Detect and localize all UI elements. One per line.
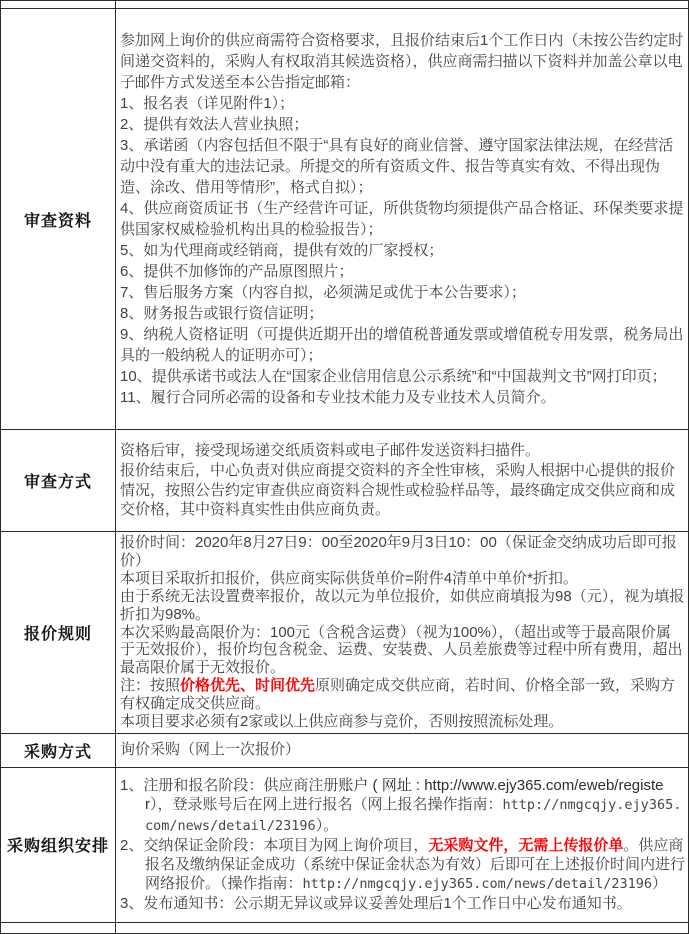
red-emphasis-text: 价格优先、时间优先 [180, 677, 316, 695]
body-text: 3、承诺函（内容包括但不限于“具有良好的商业信誉、遵守国家法律法规，在经营活动中没有重大的违法记录。所提交的所有资质文件、报告等真实有效、不得出现伪造、涂改、借用等情形”，格式自拟）； [120, 137, 674, 196]
body-text: ）。 [315, 816, 339, 834]
row-bottom-partial [1, 922, 689, 933]
paragraph [120, 740, 685, 760]
paragraph [120, 534, 685, 570]
url-text: http://nmgcqjy.ejy365.com/news/detail/23196 [145, 797, 682, 834]
body-text: 本项目采取折扣报价，供应商实际供货单价=附件4清单中单价*折扣。 [120, 569, 578, 587]
row-shencha-ziliao [1, 9, 689, 430]
paragraph [120, 240, 685, 261]
row-shencha-fangshi [1, 430, 689, 532]
row-top-partial-label [1, 1, 116, 9]
url-text: 账户 ( 网址 : http://www.ejy365.com/eweb/register [145, 777, 664, 814]
body-text: 。供应商报名及缴纳保证金成功（系统中保证金状态为有效）后即可在上述报价时间内进行网络报价。（操作指南： [145, 836, 686, 893]
body-text: 资格后审，接受现场递交纸质资料或电子邮件发送资料扫描件。 [120, 441, 541, 459]
body-text: 7、售后服务方案（内容自拟，必须满足或优于本公告要求）； [120, 284, 526, 301]
paragraph [120, 624, 685, 678]
row-caigou-fangshi-label: 采购方式 [1, 733, 116, 767]
body-text: 6、提供不加修饰的产品原图照片； [120, 263, 354, 280]
row-bottom-partial-label [1, 922, 116, 933]
body-text: 11、履行合同所必需的设备和专业技术能力及专业技术人员简介。 [120, 389, 556, 406]
paragraph [120, 570, 685, 588]
body-text: 2、提供有效法人营业执照； [120, 116, 309, 133]
paragraph [120, 324, 685, 366]
row-shencha-ziliao-label: 审查资料 [1, 9, 116, 430]
paragraph [120, 713, 685, 731]
row-shencha-fangshi-content [116, 430, 689, 532]
body-text: 10、提供承诺书或法人在“国家企业信用信息公示系统”和“中国裁判文书”网打印页； [120, 368, 667, 385]
body-text: 8、财务报告或银行资信证明； [120, 305, 324, 322]
red-emphasis-text: 无采购文件，无需上传报价单 [428, 836, 624, 854]
paragraph [120, 588, 685, 624]
paragraph [120, 93, 685, 114]
body-text: 本项目要求必须有2家或以上供应商参与竞价，否则按照流标处理。 [120, 713, 564, 731]
body-text: 4、供应商资质证书（生产经营许可证，所供货物均须提供产品合格证、环保类要求提供国家权威检验机构出具的检验报告）； [120, 200, 684, 238]
paragraph [120, 303, 685, 324]
row-top-partial-content [116, 1, 689, 9]
paragraph [120, 114, 685, 135]
body-text: 3、发布通知书：公示期无异议或异议妥善处理后1个工作日中心发布通知书。 [120, 895, 632, 913]
body-text: 9、纳税人资格证明（可提供近期开出的增值税普通发票或增值税专用发票，税务局出具的一般纳税人的证明亦可）； [120, 326, 684, 364]
row-top-partial [1, 1, 689, 9]
body-text: 1、报名表（详见附件1）； [120, 95, 295, 112]
row-caigou-zuzhi [1, 767, 689, 922]
body-text: ） [652, 875, 668, 893]
row-baojia-guize [1, 532, 689, 734]
body-text: 参加网上询价的供应商需符合资格要求，且报价结束后1个工作日内（未按公告约定时间递交资料的，采购人有权取消其候选资格），供应商需扫描以下资料并加盖公章以电子邮件方式发送至本公告指定邮箱： [120, 32, 684, 91]
paragraph [120, 366, 685, 387]
row-bottom-partial-content [116, 922, 689, 933]
body-text: 注：按照 [120, 677, 181, 695]
body-text: 5、如为代理商或经销商，提供有效的厂家授权； [120, 242, 444, 259]
body-text: 报价时间：2020年8月27日9：00至2020年9月3日10：00（保证金交纳成功后即可报价） [120, 534, 677, 569]
body-text: ），登录账号后在网上进行报名（网上报名操作指南： [150, 796, 503, 814]
body-text: 本次采购最高限价为：100元（含税含运费）（视为100%），（超出或等于最高限价属于无效报价），报价均包含税金、运费、安装费、人员差旅费等过程中所有费用，超出最高限价属于无效报价。 [120, 623, 683, 677]
paragraph [120, 282, 685, 303]
row-shencha-ziliao-content [116, 9, 689, 430]
paragraph [120, 461, 685, 520]
body-text: 1、注册和报名阶段：供应商注册 [120, 777, 339, 795]
paragraph [120, 261, 685, 282]
body-text: 由于系统无法设置费率报价，故以元为单位报价，如供应商填报为98（元），视为填报折扣为98%。 [120, 587, 685, 623]
paragraph [120, 677, 685, 713]
url-text: http://nmgcqjy.ejy365.com/news/detail/23196 [302, 876, 653, 893]
paragraph [120, 441, 685, 461]
row-caigou-zuzhi-content [116, 767, 689, 922]
body-text: 询价采购（网上一次报价） [120, 741, 301, 759]
table-body [1, 1, 689, 934]
paragraph [120, 198, 685, 240]
paragraph [120, 387, 685, 408]
row-caigou-fangshi [1, 733, 689, 767]
row-shencha-fangshi-label: 审查方式 [1, 430, 116, 532]
row-caigou-zuzhi-label: 采购组织安排 [1, 767, 116, 922]
body-text: 报价结束后，中心负责对供应商提交资料的齐全性审核，采购人根据中心提供的报价情况，按照公告约定审查供应商资料合规性或检验样品等，最终确定成交供应商和成交价格，其中资料真实性由供应商负责。 [120, 461, 676, 519]
paragraph [120, 30, 685, 93]
paragraph [120, 836, 685, 895]
body-text: 原则确定成交供应商，若时间、价格全部一致，采购方有权确定成交供应商。 [120, 677, 676, 713]
paragraph [120, 135, 685, 198]
paragraph [120, 894, 685, 913]
row-caigou-fangshi-content [116, 733, 689, 767]
row-baojia-guize-label: 报价规则 [1, 532, 116, 734]
row-baojia-guize-content [116, 532, 689, 734]
body-text: 2、交纳保证金阶段：本项目为网上询价项目， [120, 836, 429, 854]
paragraph [120, 776, 685, 836]
